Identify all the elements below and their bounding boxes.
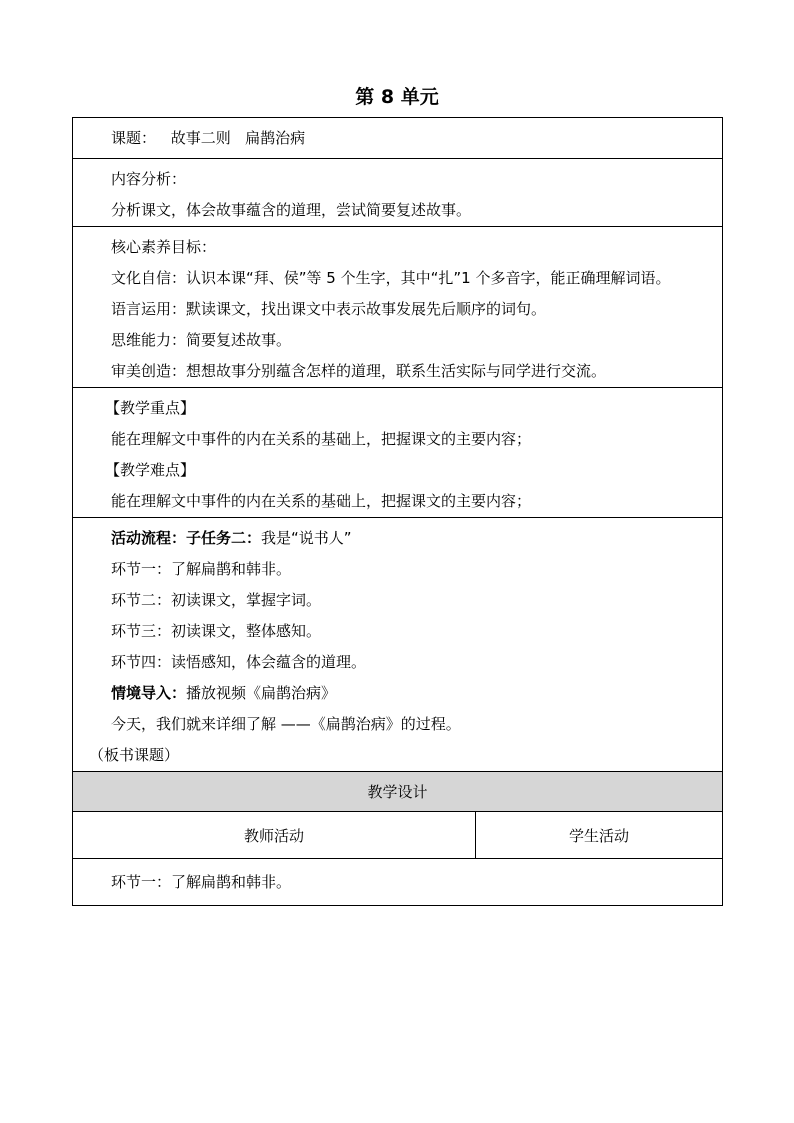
- content-analysis-text: 分析课文，体会故事蕴含的道理，尝试简要复述故事。: [111, 201, 472, 219]
- page-title: 第 8 单元: [355, 86, 439, 108]
- core-goal-aesthetic: 审美创造：想想故事分别蕴含怎样的道理，联系生活实际与同学进行交流。: [111, 362, 607, 380]
- core-goal-thinking: 思维能力：简要复述故事。: [111, 331, 292, 349]
- content-analysis-row: [73, 159, 723, 227]
- topic-value: 故事二则 扁鹊治病: [170, 129, 306, 147]
- activity-step-3: 环节三：初读课文，整体感知。: [111, 622, 322, 640]
- content-analysis-heading: 内容分析：: [111, 170, 187, 188]
- topic-label: 课题：: [111, 129, 157, 147]
- activity-flow-task: 我是“说书人”: [261, 529, 352, 547]
- lesson-plan-table: [72, 117, 723, 906]
- activity-step-4: 环节四：读悟感知，体会蕴含的道理。: [111, 653, 367, 671]
- design-columns-row: [73, 812, 723, 859]
- design-first-step: 环节一：了解扁鹊和韩非。: [111, 872, 292, 891]
- activity-step-2: 环节二：初读课文，掌握字词。: [111, 591, 322, 609]
- key-points-row: [73, 388, 723, 518]
- activity-flow-line: [73, 523, 722, 554]
- core-goal-language: 语言运用：默读课文，找出课文中表示故事发展先后顺序的词句。: [111, 300, 547, 318]
- topic-line: [73, 118, 722, 158]
- difficult-points-text: 能在理解文中事件的内在关系的基础上，把握课文的主要内容；: [111, 492, 532, 510]
- core-goals-heading: 核心素养目标：: [111, 238, 217, 256]
- difficult-points-heading: 【教学难点】: [105, 461, 196, 479]
- intro-label: 情境导入：: [111, 684, 187, 702]
- activity-row: [73, 518, 723, 772]
- board-note: （板书课题）: [89, 746, 180, 764]
- activity-flow-label: 活动流程：子任务二：: [111, 529, 262, 547]
- student-activity-header: 学生活动: [476, 812, 723, 859]
- design-body-row: [73, 859, 723, 906]
- core-goal-culture: 文化自信：认识本课“拜、侯”等 5 个生字，其中“扎”1 个多音字，能正确理解词语。: [111, 269, 671, 287]
- key-points-text: 能在理解文中事件的内在关系的基础上，把握课文的主要内容；: [111, 430, 532, 448]
- today-text: 今天，我们就来详细了解 ——《扁鹊治病》的过程。: [111, 715, 461, 733]
- activity-step-1: 环节一：了解扁鹊和韩非。: [111, 560, 292, 578]
- topic-row: [73, 118, 723, 159]
- design-header: 教学设计: [73, 772, 723, 812]
- design-header-row: [73, 772, 723, 812]
- intro-text: 播放视频《扁鹊治病》: [186, 684, 337, 702]
- key-points-heading: 【教学重点】: [105, 399, 196, 417]
- intro-line: [73, 678, 722, 709]
- core-goals-row: [73, 227, 723, 388]
- teacher-activity-header: 教师活动: [73, 812, 476, 859]
